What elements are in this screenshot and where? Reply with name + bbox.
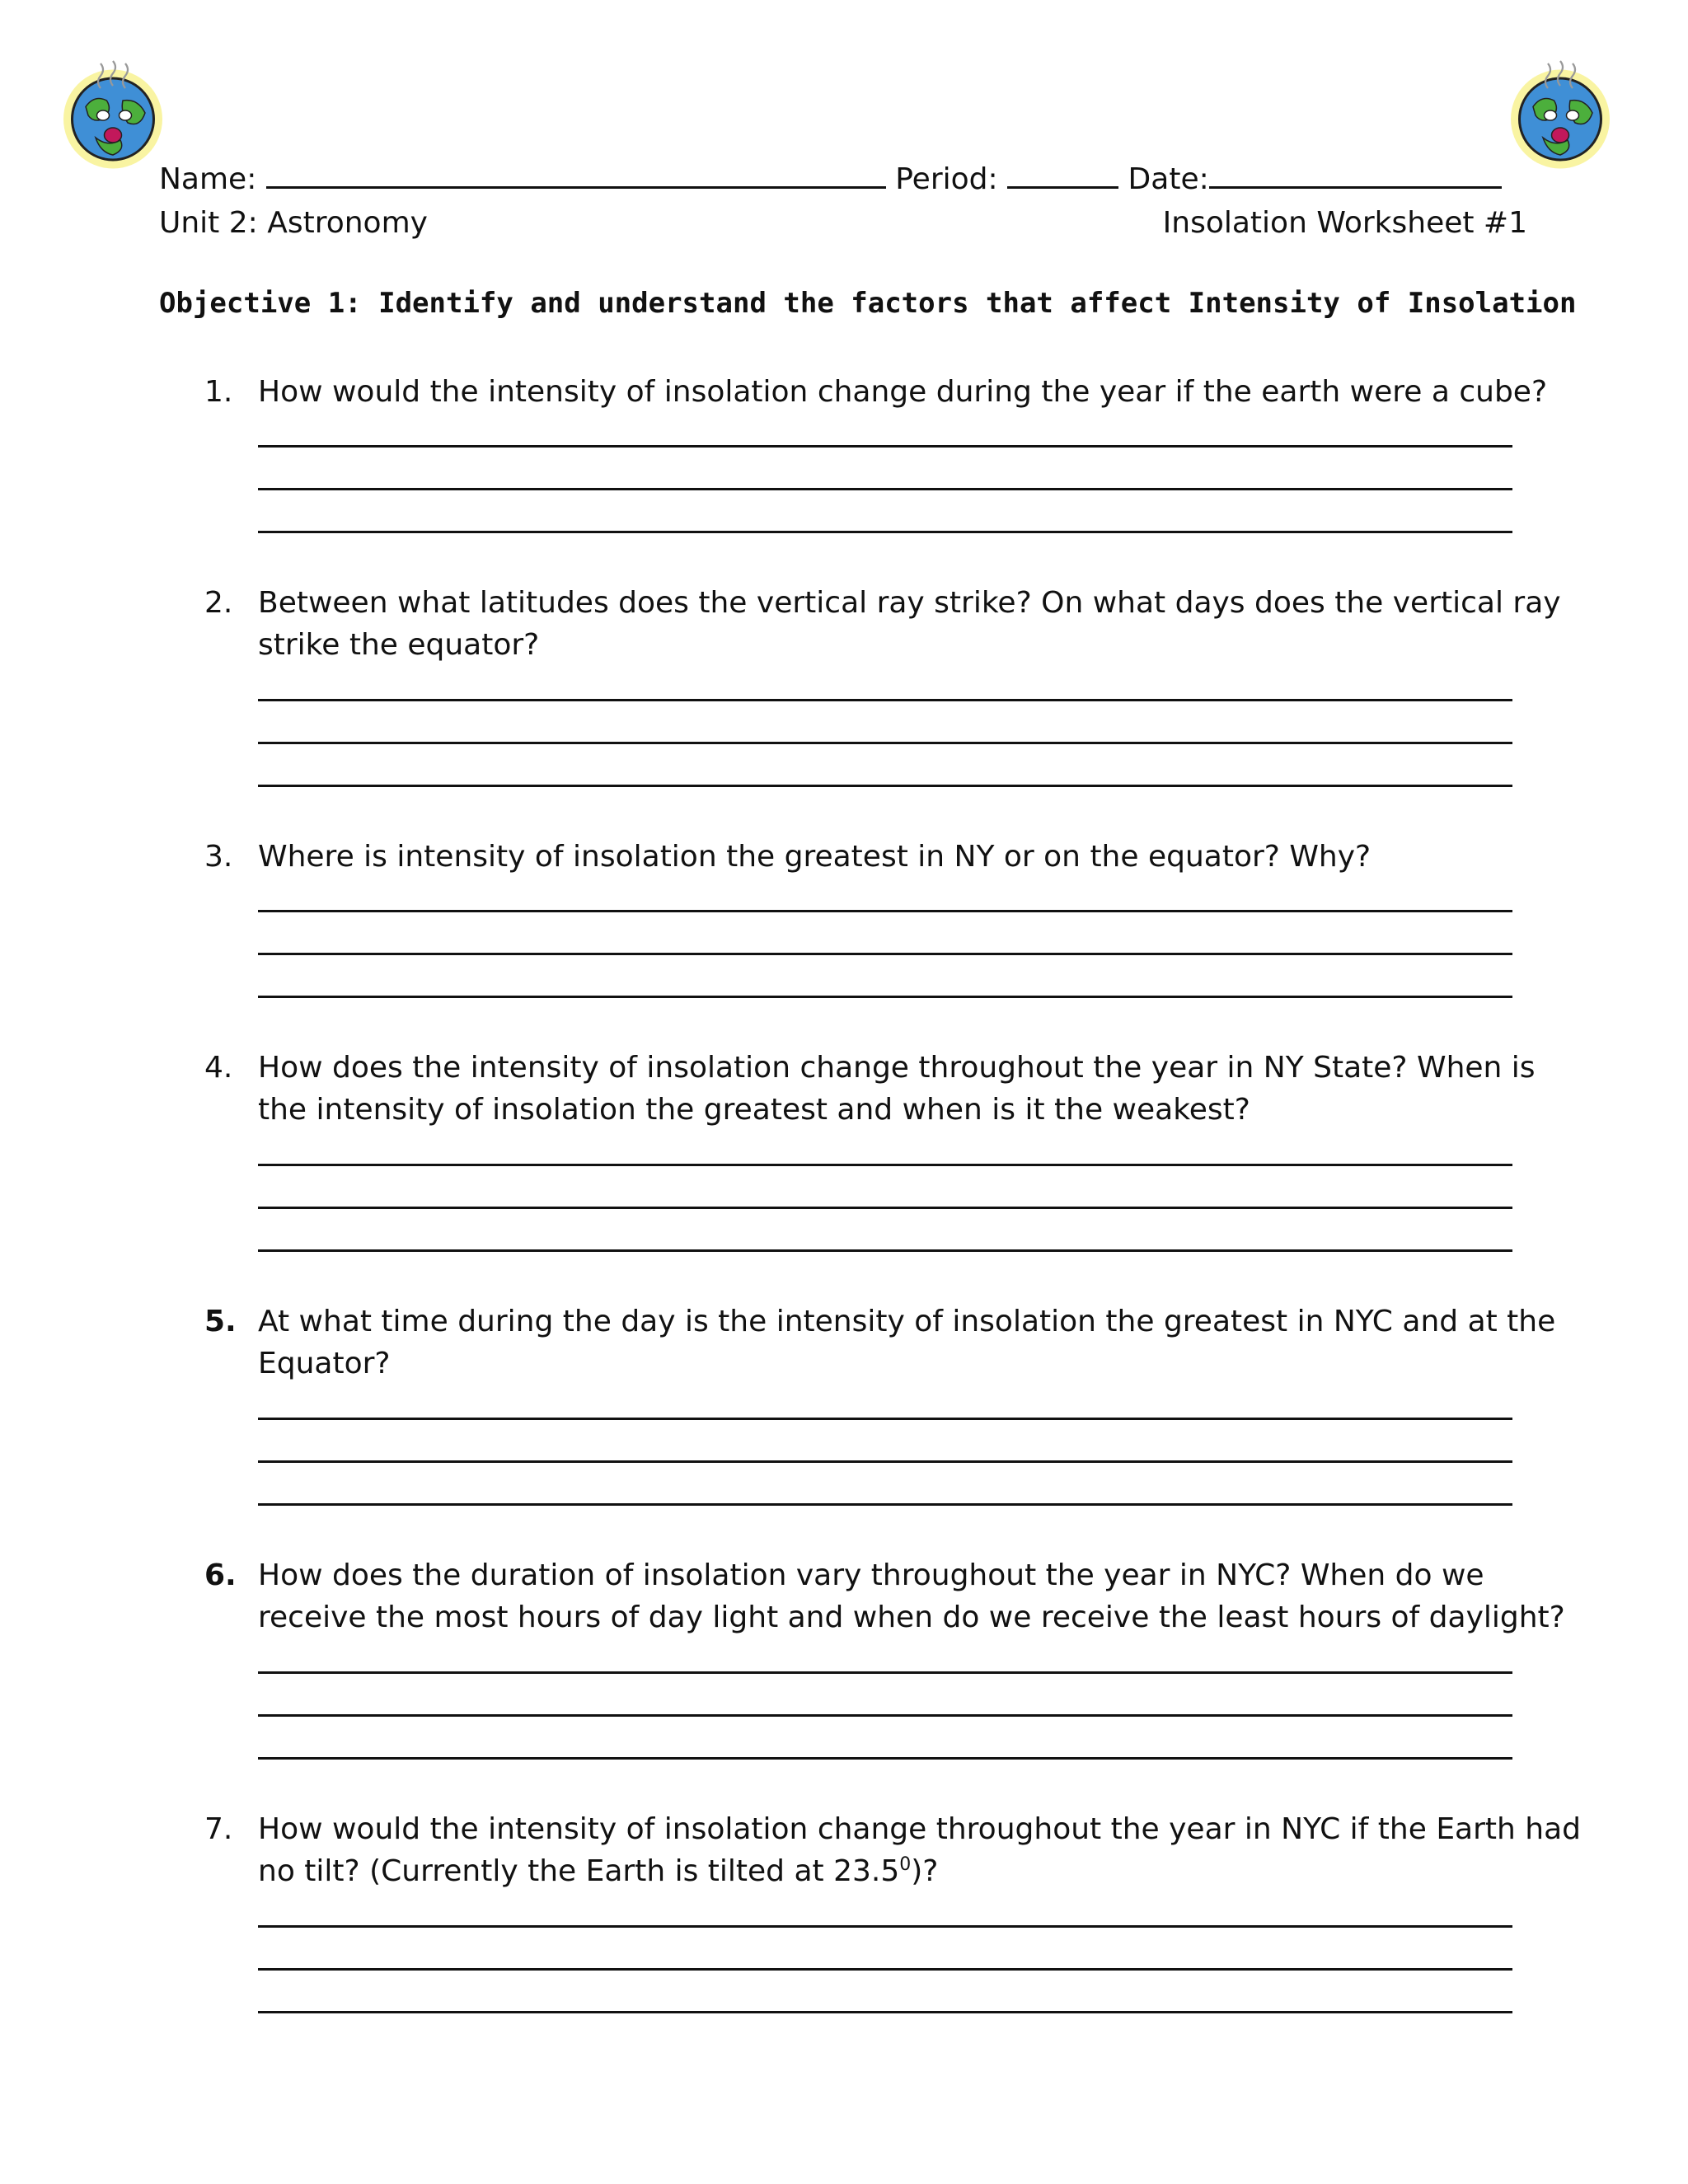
question-number: 4. <box>204 1051 233 1085</box>
answer-line[interactable] <box>258 2011 1512 2013</box>
question-text-part: no tilt? (Currently the Earth is tilted at 23.5 <box>258 1854 900 1888</box>
question-number: 5. <box>204 1305 237 1338</box>
question-text: How does the intensity of insolation change throughout the year in NY State? When is <box>258 1051 1536 1085</box>
answer-line[interactable] <box>258 953 1512 955</box>
question-text: How would the intensity of insolation change throughout the year in NYC if the Earth had <box>258 1812 1582 1846</box>
question-text: Equator? <box>258 1347 391 1380</box>
answer-line[interactable] <box>258 1925 1512 1928</box>
date-blank[interactable] <box>1209 162 1502 189</box>
answer-line[interactable] <box>258 1671 1512 1674</box>
answer-line[interactable] <box>258 445 1512 448</box>
question-text-part: )? <box>911 1854 939 1888</box>
question-text: Between what latitudes does the vertical ray strike? On what days does the vertical ray <box>258 586 1561 620</box>
question-number: 2. <box>204 586 233 620</box>
unit-title: Unit 2: Astronomy <box>159 206 428 240</box>
question-text: receive the most hours of day light and when do we receive the least hours of daylight? <box>258 1601 1565 1634</box>
answer-line[interactable] <box>258 1968 1512 1971</box>
answer-line[interactable] <box>258 785 1512 787</box>
date-label: Date: <box>1128 162 1209 196</box>
earth-icon <box>51 51 175 175</box>
question-text: How does the duration of insolation vary throughout the year in NYC? When do we <box>258 1558 1484 1592</box>
answer-line[interactable] <box>258 1503 1512 1506</box>
answer-line[interactable] <box>258 1207 1512 1209</box>
question-number: 1. <box>204 375 233 409</box>
earth-icon <box>1498 51 1622 175</box>
answer-line[interactable] <box>258 742 1512 744</box>
question-text: the intensity of insolation the greatest and when is it the weakest? <box>258 1093 1250 1127</box>
answer-line[interactable] <box>258 488 1512 490</box>
period-label: Period: <box>895 162 998 196</box>
name-blank[interactable] <box>266 162 886 189</box>
degree-superscript: 0 <box>899 1854 912 1875</box>
answer-line[interactable] <box>258 1757 1512 1760</box>
answer-line[interactable] <box>258 1460 1512 1463</box>
answer-line[interactable] <box>258 996 1512 998</box>
question-text: strike the equator? <box>258 628 540 662</box>
question-number: 7. <box>204 1812 233 1846</box>
answer-line[interactable] <box>258 910 1512 912</box>
worksheet-title: Insolation Worksheet #1 <box>1162 206 1527 240</box>
period-blank[interactable] <box>1007 162 1118 189</box>
answer-line[interactable] <box>258 699 1512 701</box>
question-number: 6. <box>204 1558 237 1592</box>
answer-line[interactable] <box>258 531 1512 533</box>
question-text <box>258 1850 1585 1892</box>
objective-heading: Objective 1: Identify and understand the factors that affect Intensity of Insolation <box>159 287 1577 320</box>
answer-line[interactable] <box>258 1164 1512 1166</box>
name-label: Name: <box>159 162 257 196</box>
answer-line[interactable] <box>258 1714 1512 1717</box>
question-text: At what time during the day is the intensity of insolation the greatest in NYC and at the <box>258 1305 1556 1338</box>
question-text: How would the intensity of insolation change during the year if the earth were a cube? <box>258 375 1548 409</box>
answer-line[interactable] <box>258 1249 1512 1252</box>
name-period-date-row <box>159 162 1502 198</box>
question-number: 3. <box>204 840 233 874</box>
answer-line[interactable] <box>258 1418 1512 1420</box>
question-text: Where is intensity of insolation the greatest in NY or on the equator? Why? <box>258 840 1372 874</box>
